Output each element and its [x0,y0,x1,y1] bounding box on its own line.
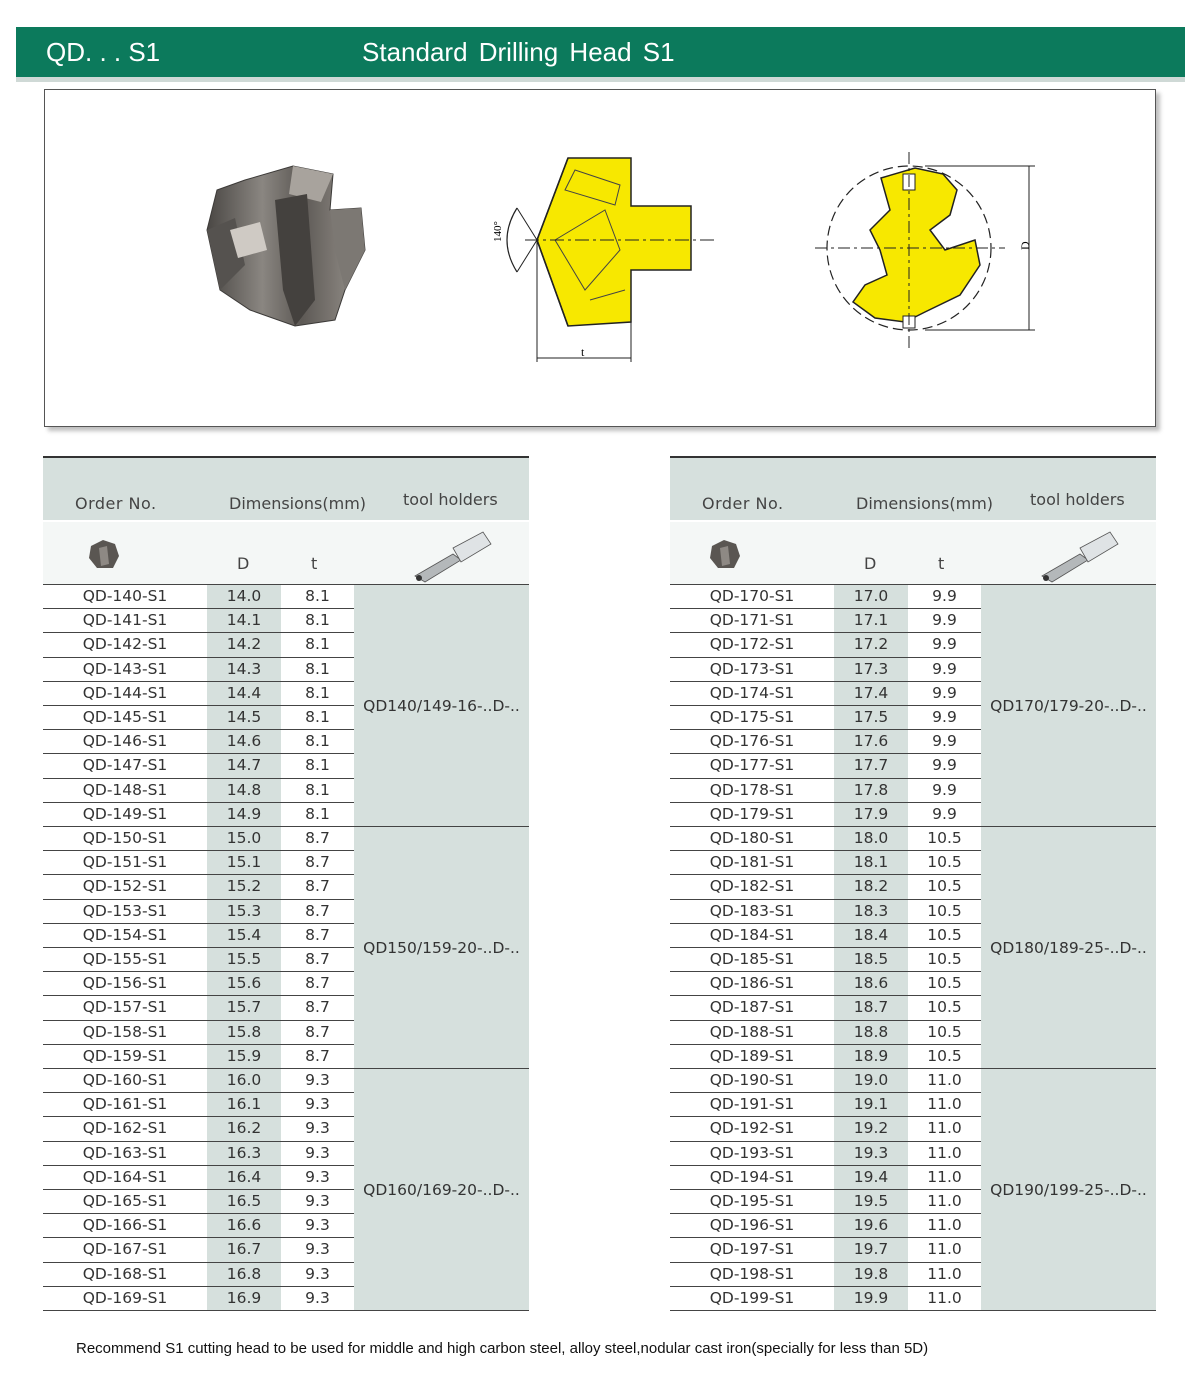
order-no-cell: QD-144-S1 [43,682,207,706]
d-cell: 19.4 [834,1166,908,1190]
d-cell: 18.0 [834,827,908,851]
d-cell: 15.7 [207,996,281,1020]
table-row [43,924,354,948]
order-no-cell: QD-193-S1 [670,1142,834,1166]
t-cell: 10.5 [908,948,981,972]
t-cell: 9.9 [908,706,981,730]
order-no-cell: QD-153-S1 [43,900,207,924]
t-cell: 11.0 [908,1287,981,1311]
col-tool-holders: tool holders [403,490,498,509]
col-t: t [311,554,318,573]
t-cell: 8.1 [281,609,354,633]
t-cell: 10.5 [908,875,981,899]
t-cell: 8.7 [281,851,354,875]
table-subheader [670,522,1156,585]
table-row [43,658,354,682]
table-row [670,1142,981,1166]
table-row [670,875,981,899]
header-bar [16,27,1185,82]
order-no-cell: QD-192-S1 [670,1117,834,1141]
t-cell: 8.7 [281,1021,354,1045]
order-no-cell: QD-187-S1 [670,996,834,1020]
order-no-cell: QD-150-S1 [43,827,207,851]
drawing-canvas [45,90,1155,426]
t-cell: 9.9 [908,609,981,633]
order-no-cell: QD-195-S1 [670,1190,834,1214]
t-cell: 9.3 [281,1069,354,1093]
t-cell: 8.7 [281,875,354,899]
order-no-cell: QD-181-S1 [670,851,834,875]
t-cell: 9.9 [908,779,981,803]
d-cell: 16.6 [207,1214,281,1238]
t-cell: 8.1 [281,682,354,706]
order-no-cell: QD-199-S1 [670,1287,834,1311]
t-cell: 11.0 [908,1069,981,1093]
table-row [43,585,354,609]
order-no-cell: QD-197-S1 [670,1238,834,1262]
t-cell: 10.5 [908,1021,981,1045]
table-row [670,1214,981,1238]
t-cell: 9.3 [281,1263,354,1287]
order-no-cell: QD-148-S1 [43,779,207,803]
d-cell: 17.0 [834,585,908,609]
d-cell: 15.1 [207,851,281,875]
order-no-cell: QD-190-S1 [670,1069,834,1093]
table-row [43,682,354,706]
t-cell: 8.7 [281,924,354,948]
order-no-cell: QD-154-S1 [43,924,207,948]
t-cell: 9.3 [281,1287,354,1311]
t-cell: 10.5 [908,924,981,948]
t-cell: 8.1 [281,585,354,609]
drill-head-icon [706,536,746,572]
table-row [43,730,354,754]
footer-note: Recommend S1 cutting head to be used for middle and high carbon steel, alloy steel,nodular cast iron(specially for less than 5D) [76,1340,929,1357]
table-body [670,585,1156,1311]
order-no-cell: QD-176-S1 [670,730,834,754]
d-cell: 14.2 [207,633,281,657]
order-no-cell: QD-151-S1 [43,851,207,875]
d-cell: 17.1 [834,609,908,633]
d-cell: 17.6 [834,730,908,754]
order-no-cell: QD-158-S1 [43,1021,207,1045]
order-no-cell: QD-178-S1 [670,779,834,803]
order-no-cell: QD-160-S1 [43,1069,207,1093]
order-no-cell: QD-191-S1 [670,1093,834,1117]
d-cell: 14.9 [207,803,281,827]
d-cell: 16.8 [207,1263,281,1287]
t-cell: 11.0 [908,1190,981,1214]
t-cell: 8.7 [281,1045,354,1069]
order-no-cell: QD-163-S1 [43,1142,207,1166]
order-no-cell: QD-159-S1 [43,1045,207,1069]
table-row [43,1117,354,1141]
d-cell: 17.7 [834,754,908,778]
table-row [670,900,981,924]
tool-holder-cell: QD180/189-25-..D-.. [981,827,1156,1069]
order-no-cell: QD-183-S1 [670,900,834,924]
t-cell: 9.9 [908,633,981,657]
order-no-cell: QD-198-S1 [670,1263,834,1287]
table-row [43,875,354,899]
d-cell: 19.7 [834,1238,908,1262]
table-row [43,754,354,778]
d-cell: 18.9 [834,1045,908,1069]
d-cell: 17.5 [834,706,908,730]
t-cell: 9.3 [281,1214,354,1238]
t-cell: 8.7 [281,996,354,1020]
table-row [670,1045,981,1069]
d-cell: 17.4 [834,682,908,706]
t-cell: 8.1 [281,803,354,827]
order-no-cell: QD-194-S1 [670,1166,834,1190]
tool-holder-cell: QD190/199-25-..D-.. [981,1069,1156,1311]
table-row [43,609,354,633]
d-cell: 18.8 [834,1021,908,1045]
t-dim-label: t [581,345,585,359]
table-row [670,1190,981,1214]
d-cell: 17.3 [834,658,908,682]
t-cell: 10.5 [908,851,981,875]
table-row [43,1287,354,1311]
table-row [670,609,981,633]
table-row [670,1021,981,1045]
order-no-cell: QD-186-S1 [670,972,834,996]
table-row [43,1093,354,1117]
t-cell: 11.0 [908,1142,981,1166]
table-row [670,1117,981,1141]
t-cell: 11.0 [908,1214,981,1238]
spec-table-right [670,456,1156,1311]
d-cell: 18.3 [834,900,908,924]
order-no-cell: QD-179-S1 [670,803,834,827]
order-no-cell: QD-152-S1 [43,875,207,899]
d-cell: 15.3 [207,900,281,924]
table-header [43,458,529,522]
t-cell: 8.7 [281,972,354,996]
d-cell: 19.5 [834,1190,908,1214]
product-code: QD. . . S1 [46,37,161,67]
table-row [670,827,981,851]
table-row [43,1021,354,1045]
table-row [670,803,981,827]
d-cell: 16.0 [207,1069,281,1093]
t-cell: 8.7 [281,948,354,972]
order-no-cell: QD-164-S1 [43,1166,207,1190]
table-row [670,1166,981,1190]
table-row [43,948,354,972]
order-no-cell: QD-170-S1 [670,585,834,609]
d-cell: 15.5 [207,948,281,972]
table-row [43,972,354,996]
d-cell: 15.8 [207,1021,281,1045]
t-cell: 9.3 [281,1166,354,1190]
d-cell: 14.7 [207,754,281,778]
d-dim-label: D [1018,241,1032,250]
order-no-cell: QD-145-S1 [43,706,207,730]
d-cell: 17.8 [834,779,908,803]
d-cell: 19.1 [834,1093,908,1117]
table-row [670,972,981,996]
side-view-drawing [492,158,715,362]
table-row [43,779,354,803]
d-cell: 14.3 [207,658,281,682]
d-cell: 16.3 [207,1142,281,1166]
d-cell: 18.1 [834,851,908,875]
order-no-cell: QD-169-S1 [43,1287,207,1311]
order-no-cell: QD-147-S1 [43,754,207,778]
col-dimensions: Dimensions(mm) [856,494,994,513]
order-no-cell: QD-173-S1 [670,658,834,682]
order-no-cell: QD-168-S1 [43,1263,207,1287]
d-cell: 14.4 [207,682,281,706]
d-cell: 15.0 [207,827,281,851]
order-no-cell: QD-146-S1 [43,730,207,754]
table-row [670,851,981,875]
table-row [670,779,981,803]
table-row [670,658,981,682]
table-row [43,900,354,924]
table-row [43,633,354,657]
t-cell: 9.9 [908,585,981,609]
order-no-cell: QD-165-S1 [43,1190,207,1214]
table-row [43,1263,354,1287]
spec-table-left [43,456,529,1311]
t-cell: 8.1 [281,779,354,803]
table-row [43,1142,354,1166]
col-order-no: Order No. [75,494,157,513]
t-cell: 9.9 [908,730,981,754]
t-cell: 11.0 [908,1166,981,1190]
d-cell: 16.4 [207,1166,281,1190]
table-row [670,730,981,754]
t-cell: 9.3 [281,1142,354,1166]
order-no-cell: QD-157-S1 [43,996,207,1020]
order-no-cell: QD-180-S1 [670,827,834,851]
table-row [670,1093,981,1117]
d-cell: 16.9 [207,1287,281,1311]
order-no-cell: QD-141-S1 [43,609,207,633]
order-no-cell: QD-177-S1 [670,754,834,778]
order-no-cell: QD-142-S1 [43,633,207,657]
d-cell: 16.5 [207,1190,281,1214]
t-cell: 8.7 [281,900,354,924]
front-view-drawing [815,152,1035,348]
col-d: D [237,554,250,573]
table-row [43,803,354,827]
d-cell: 19.6 [834,1214,908,1238]
t-cell: 9.9 [908,754,981,778]
order-no-cell: QD-171-S1 [670,609,834,633]
d-cell: 18.6 [834,972,908,996]
d-cell: 19.8 [834,1263,908,1287]
d-cell: 18.5 [834,948,908,972]
angle-label: 140° [492,221,504,242]
order-no-cell: QD-174-S1 [670,682,834,706]
col-d: D [864,554,877,573]
drill-head-photo [207,166,365,326]
t-cell: 10.5 [908,827,981,851]
d-cell: 18.7 [834,996,908,1020]
order-no-cell: QD-189-S1 [670,1045,834,1069]
d-cell: 14.1 [207,609,281,633]
t-cell: 9.9 [908,682,981,706]
d-cell: 19.2 [834,1117,908,1141]
drill-head-icon [85,536,125,572]
t-cell: 8.1 [281,730,354,754]
d-cell: 14.6 [207,730,281,754]
d-cell: 18.2 [834,875,908,899]
t-cell: 9.3 [281,1190,354,1214]
d-cell: 19.9 [834,1287,908,1311]
t-cell: 10.5 [908,996,981,1020]
d-cell: 17.9 [834,803,908,827]
d-cell: 15.6 [207,972,281,996]
order-no-cell: QD-175-S1 [670,706,834,730]
t-cell: 10.5 [908,900,981,924]
tool-holder-cell: QD150/159-20-..D-.. [354,827,529,1069]
table-row [670,585,981,609]
d-cell: 14.0 [207,585,281,609]
order-no-cell: QD-156-S1 [43,972,207,996]
table-row [43,1045,354,1069]
col-dimensions: Dimensions(mm) [229,494,367,513]
order-no-cell: QD-182-S1 [670,875,834,899]
table-subheader [43,522,529,585]
table-row [670,1263,981,1287]
table-row [670,706,981,730]
d-cell: 15.9 [207,1045,281,1069]
t-cell: 9.9 [908,658,981,682]
table-row [670,924,981,948]
table-row [43,1214,354,1238]
d-cell: 17.2 [834,633,908,657]
table-row [43,996,354,1020]
d-cell: 14.8 [207,779,281,803]
d-cell: 19.3 [834,1142,908,1166]
table-row [670,996,981,1020]
tool-holder-icon [1040,526,1122,584]
table-row [43,706,354,730]
table-row [43,1069,354,1093]
t-cell: 9.3 [281,1117,354,1141]
order-no-cell: QD-185-S1 [670,948,834,972]
table-row [670,1287,981,1311]
table-row [43,827,354,851]
table-body [43,585,529,1311]
tool-holder-cell: QD160/169-20-..D-.. [354,1069,529,1311]
t-cell: 11.0 [908,1093,981,1117]
t-cell: 8.1 [281,658,354,682]
table-row [43,1190,354,1214]
order-no-cell: QD-188-S1 [670,1021,834,1045]
d-cell: 15.2 [207,875,281,899]
table-row [670,1069,981,1093]
tool-holder-icon [413,526,495,584]
order-no-cell: QD-155-S1 [43,948,207,972]
t-cell: 9.3 [281,1093,354,1117]
page-title: Standard Drilling Head S1 [362,37,675,67]
order-no-cell: QD-172-S1 [670,633,834,657]
t-cell: 8.7 [281,827,354,851]
table-row [43,1238,354,1262]
table-header [670,458,1156,522]
table-row [670,754,981,778]
order-no-cell: QD-166-S1 [43,1214,207,1238]
t-cell: 10.5 [908,972,981,996]
col-tool-holders: tool holders [1030,490,1125,509]
table-row [670,682,981,706]
d-cell: 19.0 [834,1069,908,1093]
order-no-cell: QD-140-S1 [43,585,207,609]
tool-holder-cell: QD170/179-20-..D-.. [981,585,1156,827]
col-order-no: Order No. [702,494,784,513]
d-cell: 18.4 [834,924,908,948]
t-cell: 11.0 [908,1263,981,1287]
order-no-cell: QD-167-S1 [43,1238,207,1262]
order-no-cell: QD-196-S1 [670,1214,834,1238]
table-row [670,948,981,972]
table-row [670,1238,981,1262]
order-no-cell: QD-161-S1 [43,1093,207,1117]
order-no-cell: QD-184-S1 [670,924,834,948]
t-cell: 8.1 [281,633,354,657]
t-cell: 10.5 [908,1045,981,1069]
order-no-cell: QD-143-S1 [43,658,207,682]
d-cell: 16.7 [207,1238,281,1262]
t-cell: 8.1 [281,706,354,730]
t-cell: 9.3 [281,1238,354,1262]
table-row [43,1166,354,1190]
d-cell: 14.5 [207,706,281,730]
d-cell: 15.4 [207,924,281,948]
order-no-cell: QD-149-S1 [43,803,207,827]
tool-holder-cell: QD140/149-16-..D-.. [354,585,529,827]
col-t: t [938,554,945,573]
d-cell: 16.2 [207,1117,281,1141]
order-no-cell: QD-162-S1 [43,1117,207,1141]
t-cell: 9.9 [908,803,981,827]
t-cell: 11.0 [908,1238,981,1262]
t-cell: 8.1 [281,754,354,778]
table-row [670,633,981,657]
figure-panel [44,89,1156,427]
t-cell: 11.0 [908,1117,981,1141]
d-cell: 16.1 [207,1093,281,1117]
table-row [43,851,354,875]
